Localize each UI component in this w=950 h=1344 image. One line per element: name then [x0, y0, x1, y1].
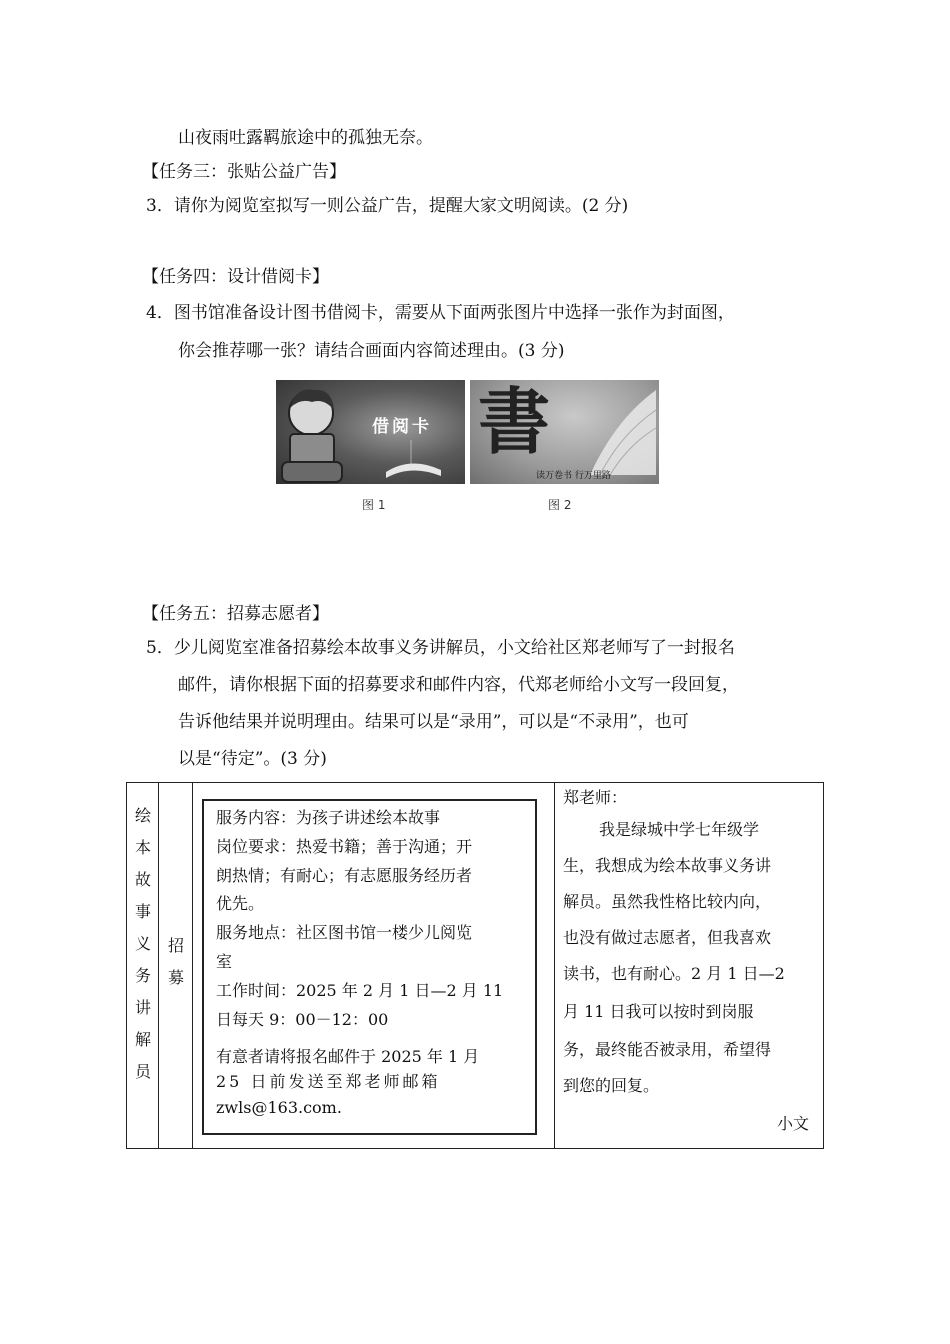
letter-line: 月 11 日我可以按时到岗服: [563, 1002, 754, 1021]
requirement-line: 服务地点：社区图书馆一楼少儿阅览: [216, 923, 473, 942]
title-char: 故: [134, 870, 151, 889]
task-four-heading: 【任务四：设计借阅卡】: [142, 267, 329, 287]
table-divider: [192, 783, 193, 1148]
requirement-line: 朗热情；有耐心；有志愿服务经历者: [216, 866, 473, 885]
figure-1-image: [276, 380, 465, 484]
letter-signature: 小文: [777, 1114, 810, 1133]
title-char: 员: [134, 1062, 151, 1081]
task-five-heading: 【任务五：招募志愿者】: [142, 604, 329, 624]
title-char: 讲: [134, 998, 151, 1017]
title-char: 务: [134, 966, 151, 985]
figure-2-image: [470, 380, 659, 484]
figure-2-caption: 图 2: [548, 498, 572, 512]
letter-greeting: 郑老师：: [563, 788, 628, 807]
requirement-line: 岗位要求：热爱书籍；善于沟通；开: [216, 837, 473, 856]
question-5-line-3: 告诉他结果并说明理由。结果可以是“录用”，可以是“不录用”，也可: [178, 712, 689, 732]
book-stack-shape: [282, 462, 342, 482]
figure-2-glyph: 書: [478, 380, 551, 464]
figure-2-slogan: 读万卷书 行万里路: [536, 471, 611, 481]
table-divider: [158, 783, 159, 1148]
question-4-line-1: 4．图书馆准备设计图书借阅卡，需要从下面两张图片中选择一张作为封面图，: [146, 303, 735, 323]
recruit-char: 招: [167, 936, 184, 955]
figure-1-illustration: [276, 380, 465, 484]
letter-line: 解员。虽然我性格比较内向，: [563, 892, 772, 911]
question-4-line-2: 你会推荐哪一张？请结合画面内容简述理由。(3 分): [178, 341, 565, 361]
child-book-shape: [290, 434, 334, 464]
task-three-heading: 【任务三：张贴公益广告】: [142, 162, 346, 182]
requirement-line: 优先。: [216, 894, 265, 913]
requirements-box: [202, 799, 537, 1135]
requirement-line: 日每天 9：00－12：00: [216, 1010, 389, 1029]
letter-line: 我是绿城中学七年级学: [599, 820, 760, 839]
title-char: 本: [134, 838, 151, 857]
title-char: 义: [134, 934, 151, 953]
question-3: 3．请你为阅览室拟写一则公益广告，提醒大家文明阅读。(2 分): [146, 196, 629, 216]
question-5-line-2: 邮件，请你根据下面的招募要求和邮件内容，代郑老师给小文写一段回复，: [178, 675, 739, 695]
requirement-email: zwls@163.com.: [216, 1098, 342, 1117]
book-pages-shape: [590, 390, 656, 475]
requirement-line: 服务内容：为孩子讲述绘本故事: [216, 808, 441, 827]
open-book-shape: [386, 463, 441, 478]
table-divider: [554, 783, 555, 1148]
requirement-line: 有意者请将报名邮件于 2025 年 1 月: [216, 1047, 480, 1066]
title-char: 解: [134, 1030, 151, 1049]
question-5-line-1: 5．少儿阅览室准备招募绘本故事义务讲解员，小文给社区郑老师写了一封报名: [146, 638, 735, 658]
letter-line: 也没有做过志愿者，但我喜欢: [563, 928, 772, 947]
letter-line: 到您的回复。: [563, 1076, 660, 1095]
title-char: 绘: [134, 806, 151, 825]
figure-1-caption: 图 1: [362, 498, 386, 512]
text-line: 山夜雨吐露羁旅途中的孤独无奈。: [178, 128, 433, 148]
letter-line: 务，最终能否被录用，希望得: [563, 1040, 772, 1059]
recruit-char: 募: [167, 968, 184, 987]
letter-line: 读书，也有耐心。2 月 1 日—2: [563, 964, 785, 983]
letter-line: 生，我想成为绘本故事义务讲: [563, 856, 772, 875]
title-char: 事: [134, 902, 151, 921]
recruitment-table: [126, 782, 824, 1149]
requirement-line: 25 日前发送至郑老师邮箱: [216, 1072, 441, 1091]
requirement-line: 工作时间：2025 年 2 月 1 日—2 月 11: [216, 981, 504, 1000]
question-5-line-4: 以是“待定”。(3 分): [178, 749, 327, 769]
figure-1-title: 借阅卡: [372, 417, 432, 437]
requirement-line: 室: [216, 952, 233, 971]
